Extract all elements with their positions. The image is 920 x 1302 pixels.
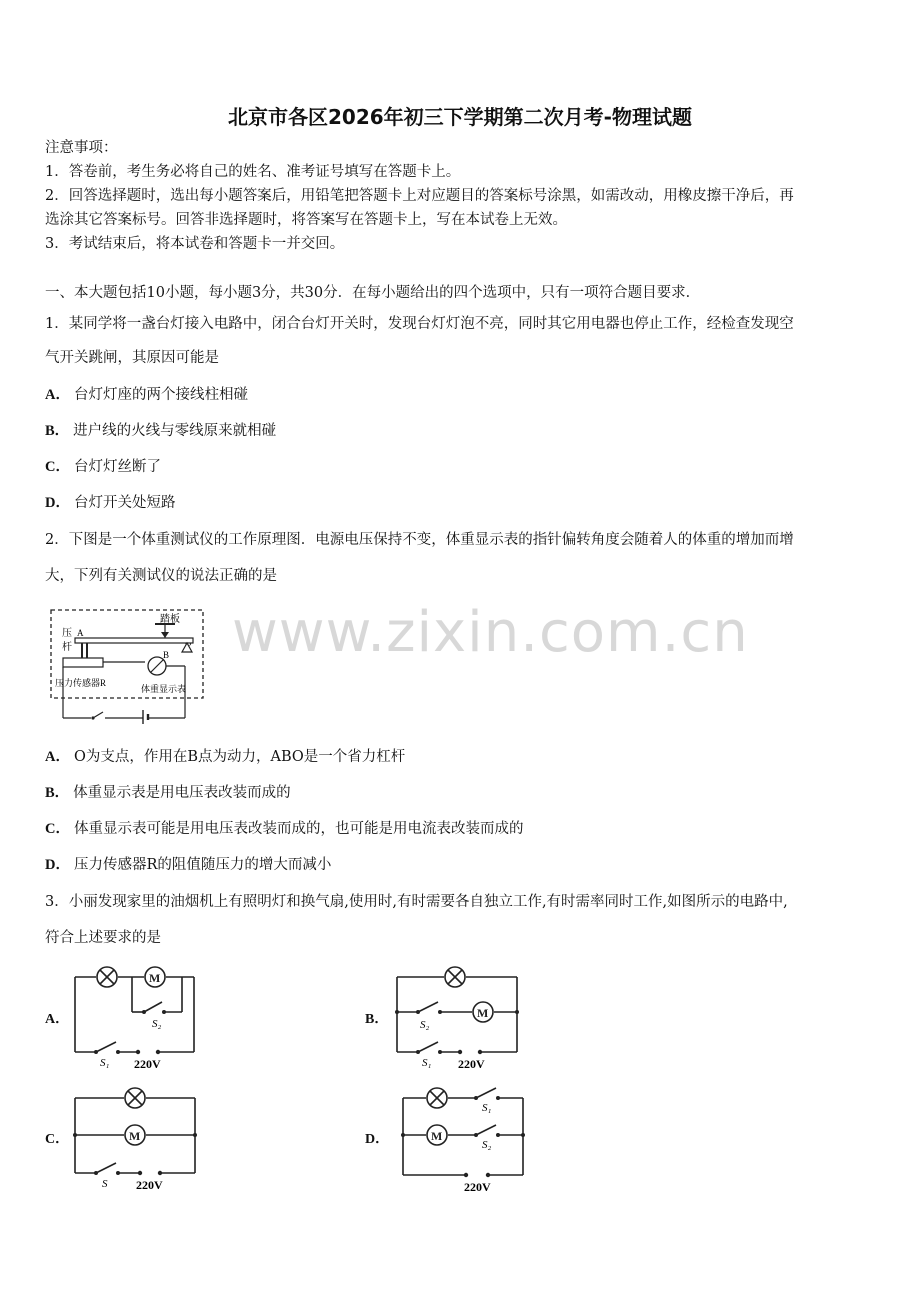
svg-text:220V: 220V [458, 1057, 485, 1071]
svg-text:S₁: S₁ [422, 1057, 432, 1069]
circuit-c-label: C． [45, 1132, 70, 1147]
notice-item: 1．答卷前，考生务必将自己的姓名、准考证号填写在答题卡上。 [45, 164, 461, 180]
section-heading: 一、本大题包括10小题，每小题3分，共30分．在每小题给出的四个选项中，只有一项符合题目要求． [45, 285, 701, 301]
svg-text:220V: 220V [136, 1178, 163, 1192]
question-1-stem-cont: 气开关跳闸，其原因可能是 [45, 350, 219, 366]
svg-text:S₂: S₂ [482, 1139, 492, 1151]
watermark: www.zixin.com.cn [232, 600, 749, 665]
circuit-b-label: B． [365, 1012, 389, 1027]
svg-text:M: M [431, 1129, 443, 1143]
question-3-stem-cont: 符合上述要求的是 [45, 930, 161, 946]
svg-text:杆: 杆 [62, 642, 72, 653]
svg-text:S₂: S₂ [152, 1018, 162, 1030]
circuit-c-diagram [70, 1083, 200, 1193]
svg-text:踏板: 踏板 [160, 614, 180, 625]
circuit-d-diagram [398, 1083, 530, 1195]
svg-text:220V: 220V [464, 1180, 491, 1194]
svg-text:B: B [163, 650, 170, 660]
q1-option-a: A． 台灯灯座的两个接线柱相碰 [45, 387, 248, 403]
notice-item: 2．回答选择题时，选出每小题答案后，用铅笔把答题卡上对应题目的答案标号涂黑，如需改动，用橡皮擦干净后，再 [45, 188, 794, 204]
svg-text:220V: 220V [134, 1057, 161, 1071]
page-title: 北京市各区2026年初三下学期第二次月考-物理试题 [228, 105, 692, 129]
q2-option-d: D． 压力传感器R的阻值随压力的增大而减小 [45, 857, 332, 873]
svg-text:S₁: S₁ [482, 1102, 492, 1114]
svg-text:体重显示表: 体重显示表 [141, 684, 187, 694]
question-2-stem-cont: 大，下列有关测试仪的说法正确的是 [45, 568, 277, 584]
svg-text:S₁: S₁ [100, 1057, 110, 1069]
weight-tester-diagram [45, 606, 210, 724]
circuit-a-diagram [70, 962, 200, 1072]
q2-option-a: A． O为支点，作用在B点为动力，ABO是一个省力杠杆 [45, 749, 406, 765]
svg-text:A: A [77, 628, 84, 638]
q2-option-c: C． 体重显示表可能是用电压表改装而成的，也可能是用电流表改装而成的 [45, 821, 524, 837]
q1-option-b: B． 进户线的火线与零线原来就相碰 [45, 423, 277, 439]
svg-text:M: M [149, 971, 161, 985]
notice-item: 3．考试结束后，将本试卷和答题卡一并交回。 [45, 236, 345, 252]
circuit-b-diagram [392, 962, 524, 1074]
question-3-stem: 3．小丽发现家里的油烟机上有照明灯和换气扇,使用时,有时需要各自独立工作,有时需率同时工作,如图所示的电路中, [45, 894, 788, 910]
notice-item: 选涂其它答案标号。回答非选择题时，将答案写在答题卡上，写在本试卷上无效。 [45, 212, 567, 228]
circuit-a-label: A． [45, 1012, 70, 1027]
question-1-stem: 1．某同学将一盏台灯接入电路中，闭合台灯开关时，发现台灯灯泡不亮，同时其它用电器也停止工作，经检查发现空 [45, 316, 794, 332]
svg-text:压力传感器R: 压力传感器R [55, 678, 107, 688]
q1-option-d: D． 台灯开关处短路 [45, 495, 176, 511]
svg-text:S₂: S₂ [420, 1019, 430, 1031]
question-2-stem: 2．下图是一个体重测试仪的工作原理图．电源电压保持不变，体重显示表的指针偏转角度会随着人的体重的增加而增 [45, 532, 794, 548]
q1-option-c: C． 台灯灯丝断了 [45, 459, 161, 475]
svg-text:M: M [477, 1006, 489, 1020]
svg-text:S: S [102, 1178, 108, 1190]
svg-text:压: 压 [62, 628, 72, 639]
circuit-d-label: D． [365, 1132, 390, 1147]
notice-heading: 注意事项： [45, 140, 118, 156]
q2-option-b: B． 体重显示表是用电压表改装而成的 [45, 785, 291, 801]
svg-text:M: M [129, 1129, 141, 1143]
